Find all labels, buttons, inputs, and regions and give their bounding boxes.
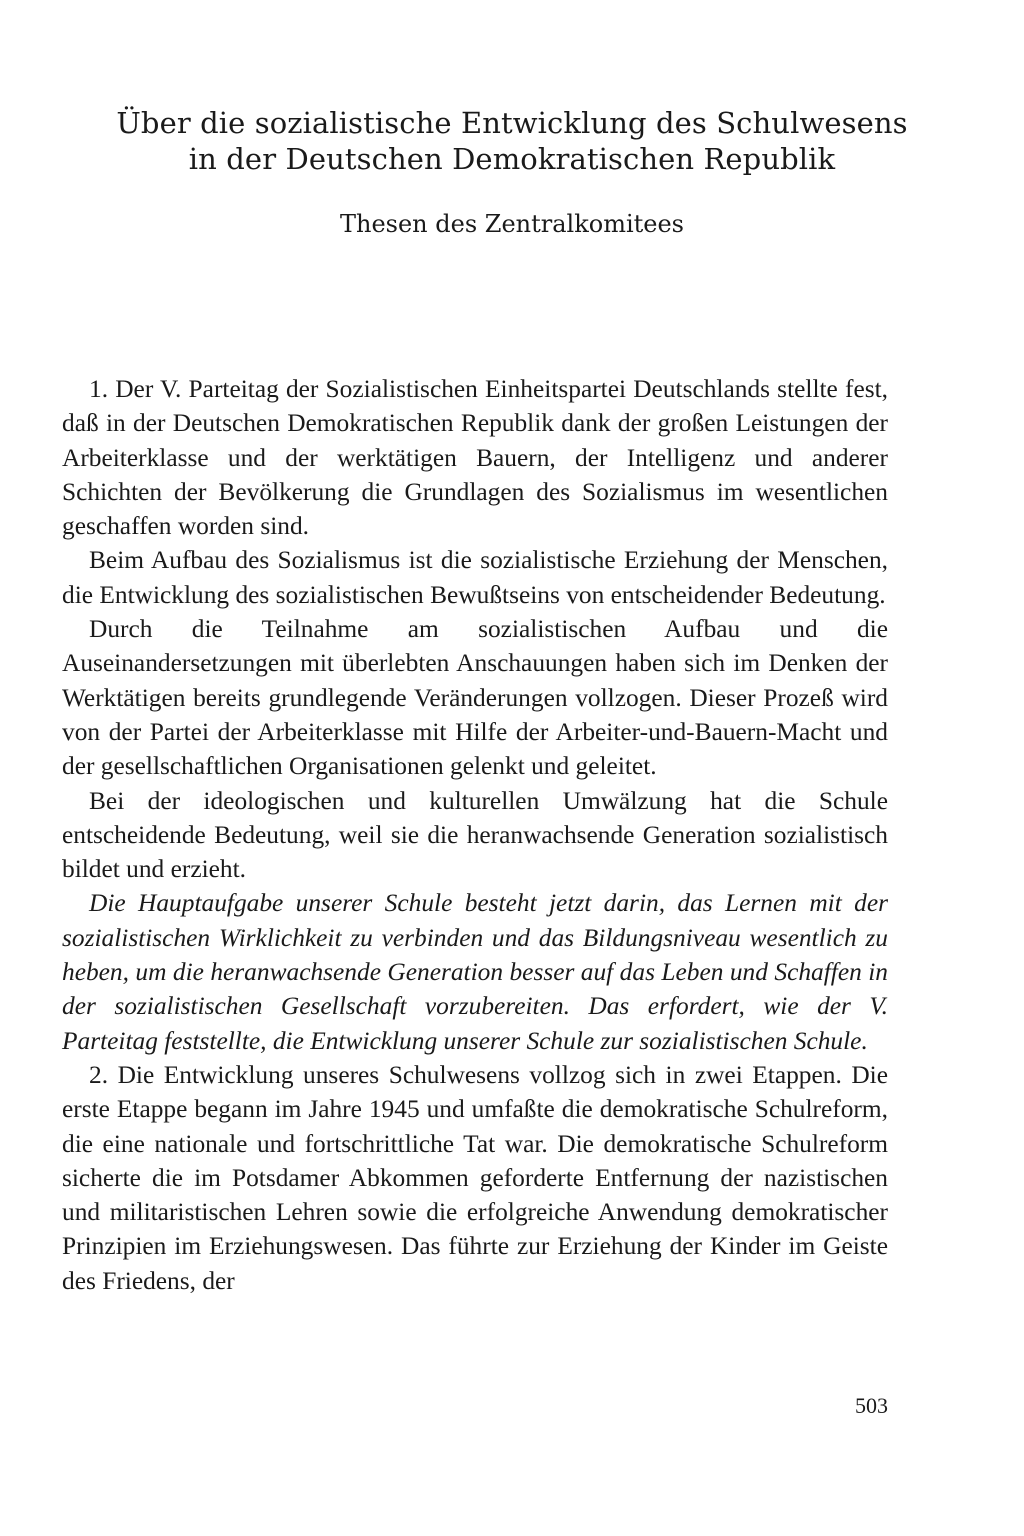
document-body <box>62 372 888 1298</box>
paragraph-5-italic: Die Hauptaufgabe unserer Schule besteht jetzt darin, das Lernen mit der sozialistischen Wirklichkeit zu verbinden und das Bildungsniveau wesentlich zu heben, um die heranwachsende Generation besser auf das Leben und Schaffen in der sozialistischen Gesellschaft vorzubereiten. Das erfordert, wie der V. Parteitag feststellte, die Entwicklung unserer Schule zur sozialistischen Schule. <box>62 889 888 1055</box>
paragraph-6: 2. Die Entwicklung unseres Schulwesens vollzog sich in zwei Etappen. Die erste Etappe begann im Jahre 1945 und umfaßte die demokratische Schulreform, die eine nationale und fortschrittliche Tat war. Die demokratische Schulreform sicherte die im Potsdamer Abkommen geforderte Entfernung der nazistischen und militaristischen Lehren sowie die erfolgreiche Anwendung demokratischer Prinzipien im Erziehungswesen. Das führte zur Erziehung der Kinder im Geiste des Friedens, der <box>62 1060 888 1295</box>
paragraph-3: Durch die Teilnahme am sozialistischen Aufbau und die Auseinandersetzungen mit überlebten Anschauungen haben sich im Denken der Werktätigen bereits grundlegende Veränderungen vollzogen. Dieser Prozeß wird von der Partei der Arbeiterklasse mit Hilfe der Arbeiter-und-Bauern-Macht und der gesellschaftlichen Organisationen gelenkt und geleitet. <box>62 615 888 781</box>
document-title-line-2: in der Deutschen Demokratischen Republik <box>188 142 836 176</box>
paragraph-1: 1. Der V. Parteitag der Sozialistischen Einheitspartei Deutschlands stellte fest, daß in der Deutschen Demokratischen Republik dank der großen Leistungen der Arbeiterklasse und der werktätigen Bauern, der Intelligenz und anderer Schichten der Bevölkerung die Grundlagen des Sozialismus im wesentlichen geschaffen worden sind. <box>62 375 888 541</box>
paragraph-4: Bei der ideologischen und kulturellen Umwälzung hat die Schule entscheidende Bedeutung, weil sie die heranwachsende Generation sozialistisch bildet und erzieht. <box>62 786 888 884</box>
paragraph-2: Beim Aufbau des Sozialismus ist die sozialistische Erziehung der Menschen, die Entwicklung des sozialistischen Bewußtseins von entscheidender Bedeutung. <box>62 546 888 609</box>
document-subtitle: Thesen des Zentralkomitees <box>339 210 684 238</box>
page-number: 503 <box>855 1393 888 1418</box>
document-title-line-1: Über die sozialistische Entwicklung des Schulwesens <box>116 106 908 140</box>
